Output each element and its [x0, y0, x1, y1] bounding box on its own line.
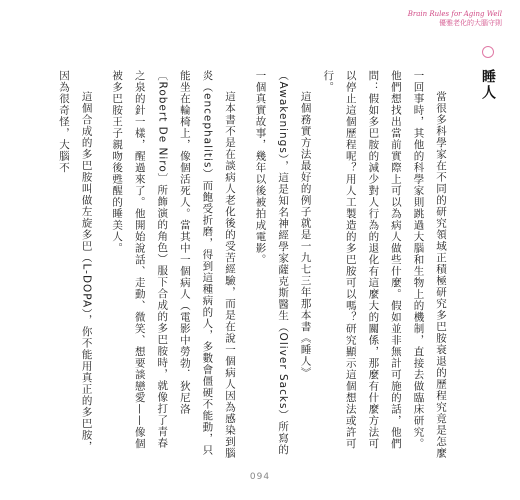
- running-header: [408, 10, 502, 28]
- paragraph-3: 這本書不是在談病人老化後的受苦經驗，而是在說一個病人因為感染到腦炎（encephalitis）而飽受折磨，得到這種病的人，多數會僵硬不能動，只能坐在輪椅上，像個活死人。當其中一個病人（電影中勞勃．狄尼洛〔Robert De Niro〕所飾演的角色）服下合成的多巴胺時，就像打了青春之泉的針一樣，醒過來了。他開始說話、走動、微笑、想要談戀愛——像個被多巴胺王子親吻後甦醒的睡美人。: [111, 70, 236, 459]
- section-title: 睡人: [480, 69, 496, 102]
- paragraph-4: 這個合成的多巴胺叫做左旋多巴（L-DOPA），你不能用真正的多巴胺，因為很奇怪，大腦不: [58, 70, 93, 453]
- vertical-body-text: [58, 70, 452, 460]
- paragraph-2: 這個務實方法最好的例子就是一九七三年那本書《睡人》（Awakenings），這是知名神經學家薩克斯醫生（Oliver Sacks）所寫的一個真實故事，幾年以後被拍成電影。: [254, 70, 312, 456]
- page-number: 094: [249, 472, 271, 482]
- book-title-english: Brain Rules for Aging Well: [407, 10, 502, 18]
- paragraph-1: 當很多科學家在不同的研究領域正積極研究多巴胺衰退的歷程究竟是怎麼一回事時，其他的科學家則跳過大腦和生物上的機制，直接去做臨床研究。他們想找出當前實際上可以為病人做些什麼。假如並非無計可施的話，他們問：假如多巴胺的減少對人行為的退化有這麼大的關係，那麼有什麼方法可以停止這個歷程呢？用人工製造的多巴胺可以嗎？研究顯示這個想法或許可行。: [322, 70, 447, 459]
- book-title-chinese: 優雅老化的大腦守則: [439, 18, 502, 27]
- circle-bullet-icon: [482, 46, 494, 58]
- section-heading: [458, 46, 498, 126]
